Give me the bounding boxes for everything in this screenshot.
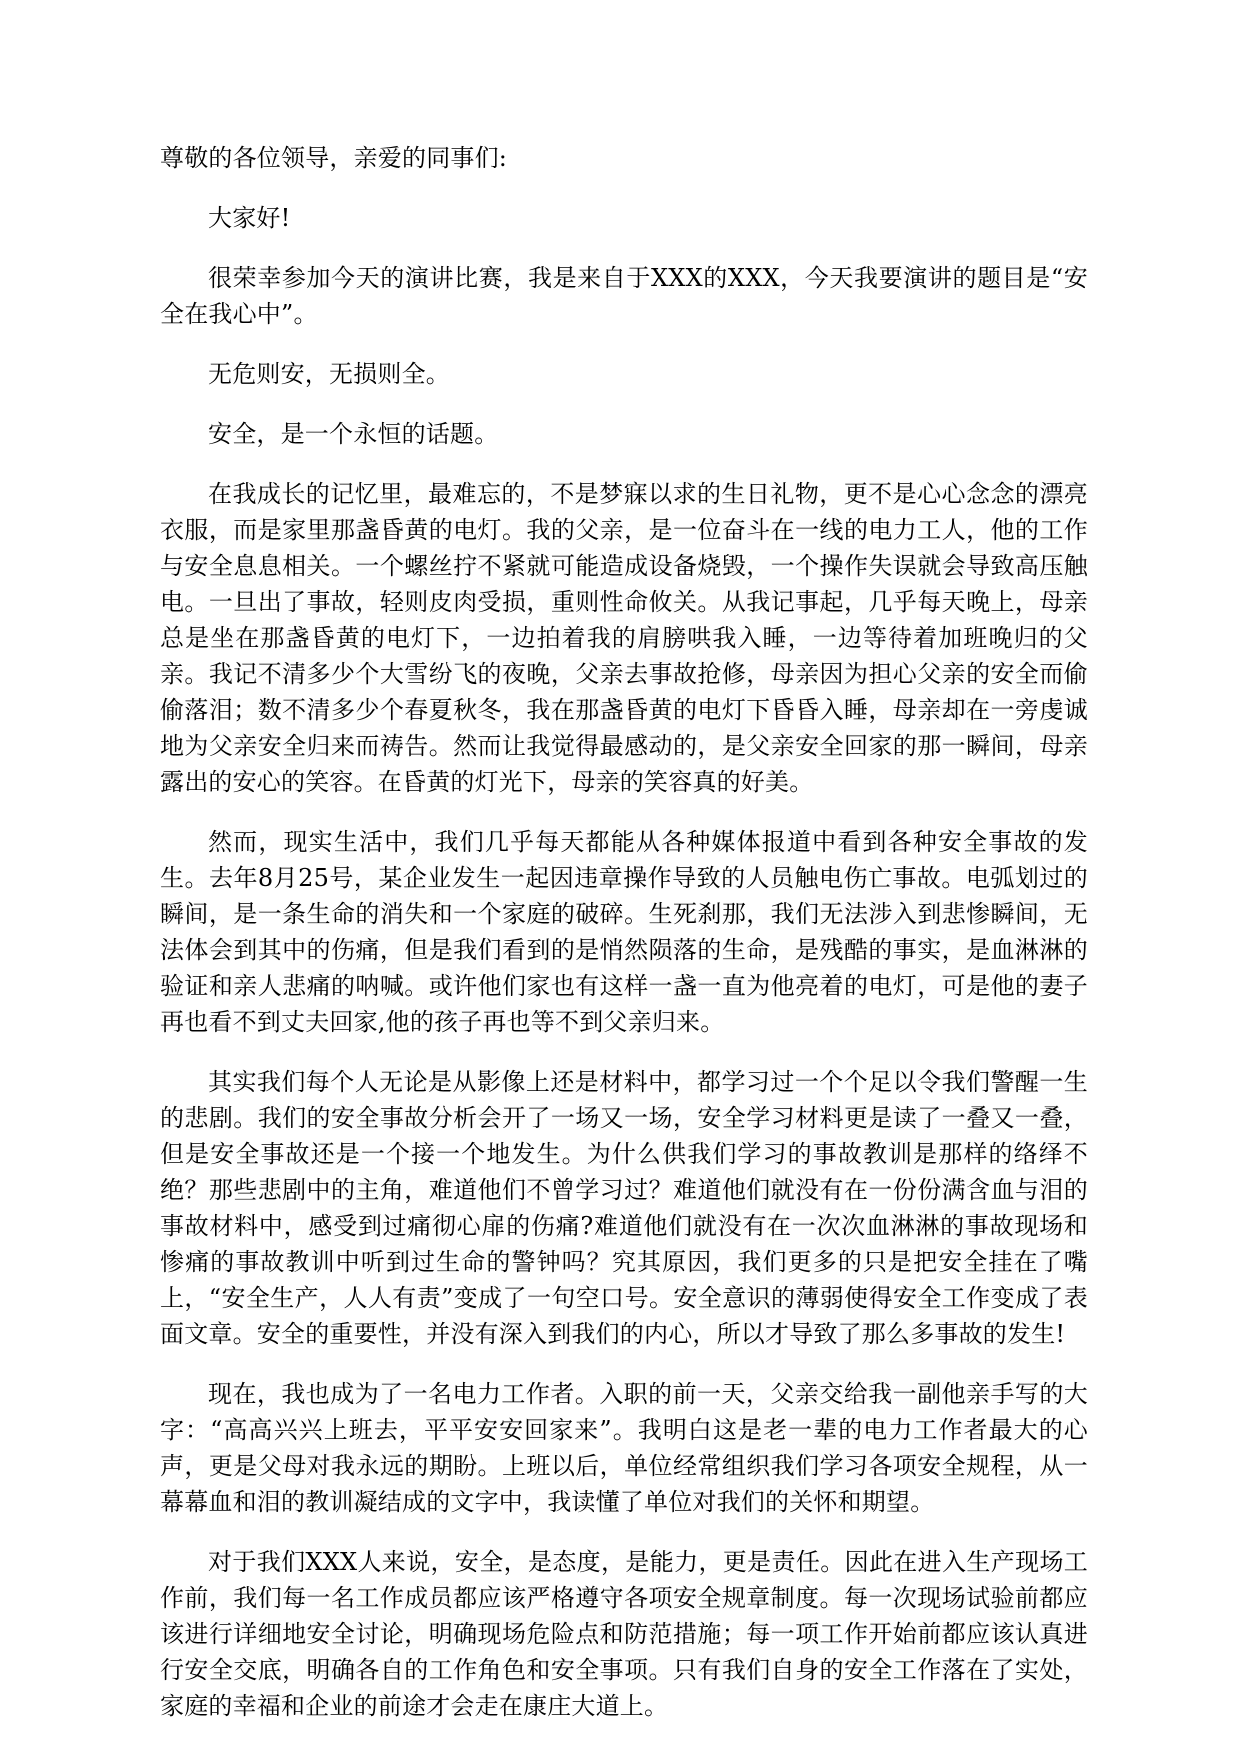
paragraph-lessons: 其实我们每个人无论是从影像上还是材料中，都学习过一个个足以令我们警醒一生的悲剧。我们的安全事故分析会开了一场又一场，安全学习材料更是读了一叠又一叠，但是安全事故还是一个接一个地发生。为什么供我们学习的事故教训是那样的络绎不绝？那些悲剧中的主角，难道他们不曾学习过？难道他们就没有在一份份满含血与泪的事故材料中，感受到过痛彻心扉的伤痛?难道他们就没有在一次次血淋淋的事故现场和惨痛的事故教训中听到过生命的警钟吗？究其原因，我们更多的只是把安全挂在了嘴上，“安全生产，人人有责”变成了一句空口号。安全意识的薄弱使得安全工作变成了表面文章。安全的重要性，并没有深入到我们的内心，所以才导致了那么多事故的发生!	[160, 1068, 1088, 1348]
paragraph-career: 现在，我也成为了一名电力工作者。入职的前一天，父亲交给我一副他亲手写的大字：“高高兴兴上班去，平平安安回家来”。我明白这是老一辈的电力工作者最大的心声，更是父母对我永远的期盼。上班以后，单位经常组织我们学习各项安全规程，从一幕幕血和泪的教训凝结成的文字中，我读懂了单位对我们的关怀和期望。	[160, 1380, 1088, 1516]
salutation: 尊敬的各位领导，亲爱的同事们:	[160, 144, 508, 172]
paragraph-theme: 安全，是一个永恒的话题。	[208, 420, 499, 448]
paragraph-greeting: 大家好!	[208, 204, 291, 232]
paragraph-responsibility: 对于我们XXX人来说，安全，是态度，是能力，更是责任。因此在进入生产现场工作前，我们每一名工作成员都应该严格遵守各项安全规章制度。每一次现场试验前都应该进行详细地安全讨论，明确现场危险点和防范措施；每一项工作开始前都应该认真进行安全交底，明确各自的工作角色和安全事项。只有我们自身的安全工作落在了实处，家庭的幸福和企业的前途才会走在康庄大道上。	[160, 1548, 1088, 1720]
paragraph-motto: 无危则安，无损则全。	[208, 360, 450, 388]
paragraph-accident-news: 然而，现实生活中，我们几乎每天都能从各种媒体报道中看到各种安全事故的发生。去年8月25号，某企业发生一起因违章操作导致的人员触电伤亡事故。电弧划过的瞬间，是一条生命的消失和一个家庭的破碎。生死刹那，我们无法涉入到悲惨瞬间，无法体会到其中的伤痛，但是我们看到的是悄然陨落的生命，是残酷的事实，是血淋淋的验证和亲人悲痛的呐喊。或许他们家也有这样一盏一直为他亮着的电灯，可是他的妻子再也看不到丈夫回家,他的孩子再也等不到父亲归来。	[160, 828, 1088, 1036]
paragraph-intro: 很荣幸参加今天的演讲比赛，我是来自于XXX的XXX，今天我要演讲的题目是“安全在我心中”。	[160, 264, 1088, 328]
paragraph-childhood-memory: 在我成长的记忆里，最难忘的，不是梦寐以求的生日礼物，更不是心心念念的漂亮衣服，而是家里那盏昏黄的电灯。我的父亲，是一位奋斗在一线的电力工人，他的工作与安全息息相关。一个螺丝拧不紧就可能造成设备烧毁，一个操作失误就会导致高压触电。一旦出了事故，轻则皮肉受损，重则性命攸关。从我记事起，几乎每天晚上，母亲总是坐在那盏昏黄的电灯下，一边拍着我的肩膀哄我入睡，一边等待着加班晚归的父亲。我记不清多少个大雪纷飞的夜晚，父亲去事故抢修，母亲因为担心父亲的安全而偷偷落泪；数不清多少个春夏秋冬，我在那盏昏黄的电灯下昏昏入睡，母亲却在一旁虔诚地为父亲安全归来而祷告。然而让我觉得最感动的，是父亲安全回家的那一瞬间，母亲露出的安心的笑容。在昏黄的灯光下，母亲的笑容真的好美。	[160, 480, 1088, 796]
speech-body	[160, 140, 1088, 1748]
